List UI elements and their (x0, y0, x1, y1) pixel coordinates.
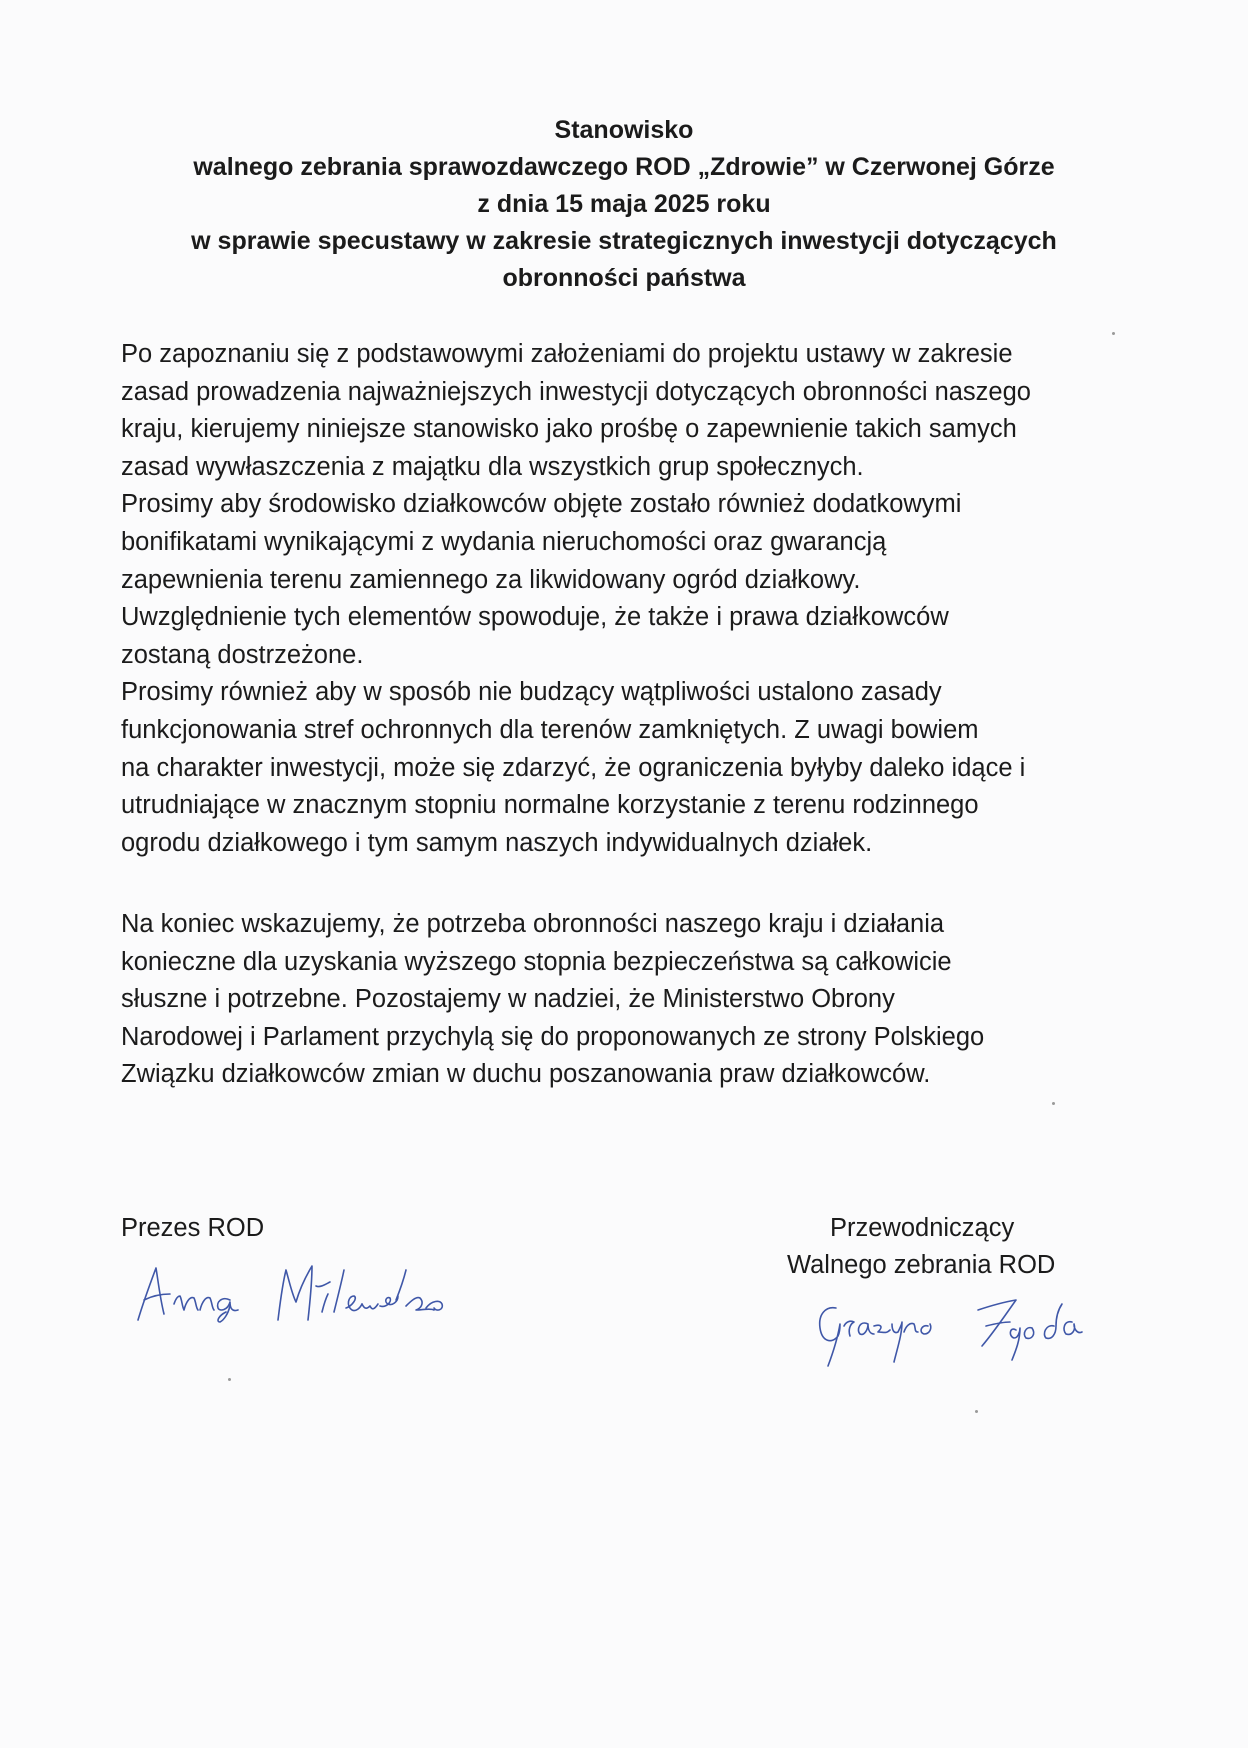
scan-speck (1112, 332, 1115, 335)
body-line: zostaną dostrzeżone. (121, 640, 364, 669)
body-line: funkcjonowania stref ochronnych dla terenów zamkniętych. Z uwagi bowiem (121, 715, 979, 744)
president-signature (130, 1250, 460, 1330)
body-line: Związku działkowców zmian w duchu poszanowania praw działkowców. (121, 1060, 931, 1089)
scan-speck (975, 1410, 978, 1413)
scan-speck (228, 1378, 231, 1381)
body-line: zasad prowadzenia najważniejszych inwestycji dotyczących obronności naszego (121, 377, 1031, 406)
body-line: Na koniec wskazujemy, że potrzeba obronności naszego kraju i działania (121, 910, 945, 938)
body-paragraph-main (121, 336, 1141, 862)
heading-subject-continued: obronności państwa (502, 264, 746, 292)
chairman-label: Przewodniczący (830, 1214, 1015, 1242)
body-line: Narodowej i Parlament przychylą się do proponowanych ze strony Polskiego (121, 1022, 985, 1051)
handwritten-signature-right (810, 1288, 1090, 1368)
body-line: zapewnienia terenu zamiennego za likwidowany ogród działkowy. (121, 565, 861, 594)
chairman-label-continued: Walnego zebrania ROD (787, 1251, 1056, 1279)
body-line: Prosimy również aby w sposób nie budzący wątpliwości ustalono zasady (121, 678, 942, 707)
document-heading (0, 112, 1248, 297)
chairman-signature (810, 1288, 1090, 1368)
body-line: Uwzględnienie tych elementów spowoduje, że także i prawa działkowców (121, 603, 949, 632)
heading-subtitle: walnego zebrania sprawozdawczego ROD „Zdrowie” w Czerwonej Górze (193, 153, 1055, 181)
body-line: kraju, kierujemy niniejsze stanowisko jako prośbę o zapewnienie takich samych (121, 415, 1017, 444)
body-line: utrudniające w znacznym stopniu normalne korzystanie z terenu rodzinnego (121, 791, 979, 820)
heading-date: z dnia 15 maja 2025 roku (477, 190, 771, 218)
president-label: Prezes ROD (121, 1214, 265, 1242)
body-line: na charakter inwestycji, może się zdarzyć, że ograniczenia byłyby daleko idące i (121, 753, 1026, 782)
body-paragraph-closing (121, 906, 1141, 1094)
body-line: Po zapoznaniu się z podstawowymi założeniami do projektu ustawy w zakresie (121, 340, 1013, 368)
body-line: zasad wywłaszczenia z majątku dla wszystkich grup społecznych. (121, 452, 864, 481)
body-line: konieczne dla uzyskania wyższego stopnia bezpieczeństwa są całkowicie (121, 947, 952, 976)
body-line: słuszne i potrzebne. Pozostajemy w nadziei, że Ministerstwo Obrony (121, 985, 895, 1014)
handwritten-signature-left (130, 1250, 460, 1330)
body-line: ogrodu działkowego i tym samym naszych indywidualnych działek. (121, 828, 873, 857)
body-line: Prosimy aby środowisko działkowców objęte zostało również dodatkowymi (121, 490, 962, 519)
heading-subject: w sprawie specustawy w zakresie strategicznych inwestycji dotyczących (191, 227, 1057, 255)
body-line: bonifikatami wynikającymi z wydania nieruchomości oraz gwarancją (121, 527, 887, 556)
scan-speck (1052, 1102, 1055, 1105)
heading-title: Stanowisko (554, 116, 694, 144)
